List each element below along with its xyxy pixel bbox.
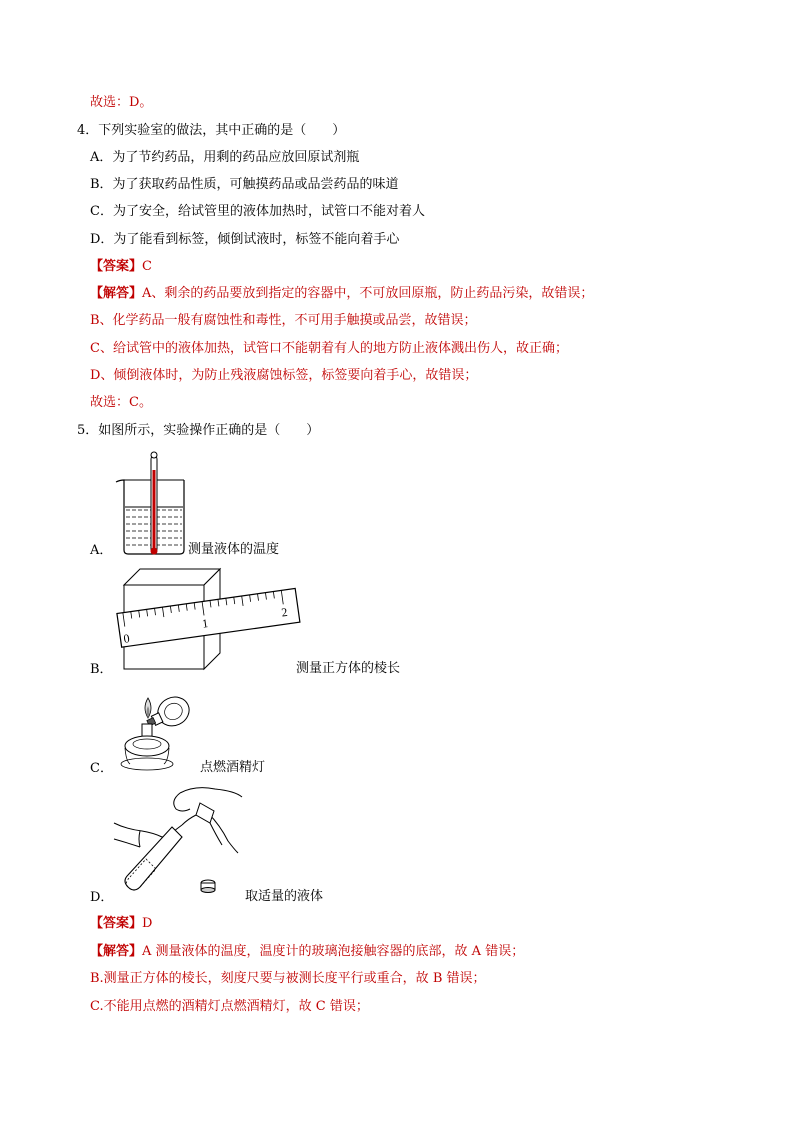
q5-stem: 5．如图所示，实验操作正确的是（ ） bbox=[77, 423, 320, 438]
q4-option-d: D．为了能看到标签，倾倒试液时，标签不能向着手心 bbox=[90, 232, 400, 247]
q5-option-b-letter: B． bbox=[90, 662, 113, 677]
ruler-label-2: 2 bbox=[280, 604, 289, 620]
q5-answer-value: D bbox=[142, 916, 153, 931]
ruler-label-1: 1 bbox=[201, 615, 210, 631]
q5-option-d-caption: 取适量的液体 bbox=[245, 889, 324, 904]
q4-option-a: A．为了节约药品，用剩的药品应放回原试剂瓶 bbox=[90, 150, 360, 165]
beaker-thermometer-figure bbox=[110, 450, 190, 558]
q5-analysis-line-1 bbox=[90, 944, 524, 960]
q5-option-a-letter: A． bbox=[90, 543, 113, 558]
q4-answer-value: C bbox=[142, 259, 152, 274]
q5-option-a-caption: 测量液体的温度 bbox=[188, 542, 280, 557]
q5-option-b-caption: 测量正方体的棱长 bbox=[296, 661, 401, 676]
prev-conclusion: 故选：D。 bbox=[90, 95, 153, 110]
q4-analysis-tag: 【解答】 bbox=[90, 286, 143, 301]
q4-answer bbox=[90, 259, 152, 275]
alcohol-lamp-figure bbox=[118, 686, 198, 776]
ruler-label-0: 0 bbox=[122, 631, 131, 646]
q5-analysis-line-3: C.不能用点燃的酒精灯点燃酒精灯，故 C 错误； bbox=[90, 999, 369, 1014]
q5-analysis-tag: 【解答】 bbox=[90, 944, 143, 959]
q4-option-c: C．为了安全，给试管里的液体加热时，试管口不能对着人 bbox=[90, 204, 425, 219]
q4-conclusion: 故选：C。 bbox=[90, 395, 152, 410]
q4-answer-tag: 【答案】 bbox=[90, 259, 143, 274]
q4-option-b: B．为了获取药品性质，可触摸药品或品尝药品的味道 bbox=[90, 177, 399, 192]
q4-stem: 4．下列实验室的做法，其中正确的是（ ） bbox=[77, 123, 346, 138]
q4-analysis-text-1: A、剩余的药品要放到指定的容器中，不可放回原瓶，防止药品污染，故错误； bbox=[142, 286, 594, 301]
q4-analysis-line-1 bbox=[90, 286, 593, 302]
q5-option-d-letter: D． bbox=[90, 890, 114, 905]
pouring-liquid-figure bbox=[110, 783, 245, 898]
q5-answer-tag: 【答案】 bbox=[90, 916, 143, 931]
q4-analysis-line-3: C、给试管中的液体加热，试管口不能朝着有人的地方防止液体溅出伤人，故正确； bbox=[90, 341, 568, 356]
q4-analysis-line-2: B、化学药品一般有腐蚀性和毒性，不可用手触摸或品尝，故错误； bbox=[90, 313, 477, 328]
cube-ruler-figure bbox=[112, 565, 302, 673]
q5-analysis-text-1: A 测量液体的温度，温度计的玻璃泡接触容器的底部，故 A 错误； bbox=[142, 944, 525, 959]
q5-analysis-line-2: B.测量正方体的棱长，刻度尺要与被测长度平行或重合，故 B 错误； bbox=[90, 971, 486, 986]
q5-answer bbox=[90, 916, 152, 932]
q5-option-c-caption: 点燃酒精灯 bbox=[200, 760, 266, 775]
q5-option-c-letter: C． bbox=[90, 761, 113, 776]
q4-analysis-line-4: D、倾倒液体时，为防止残液腐蚀标签，标签要向着手心，故错误； bbox=[90, 368, 478, 383]
